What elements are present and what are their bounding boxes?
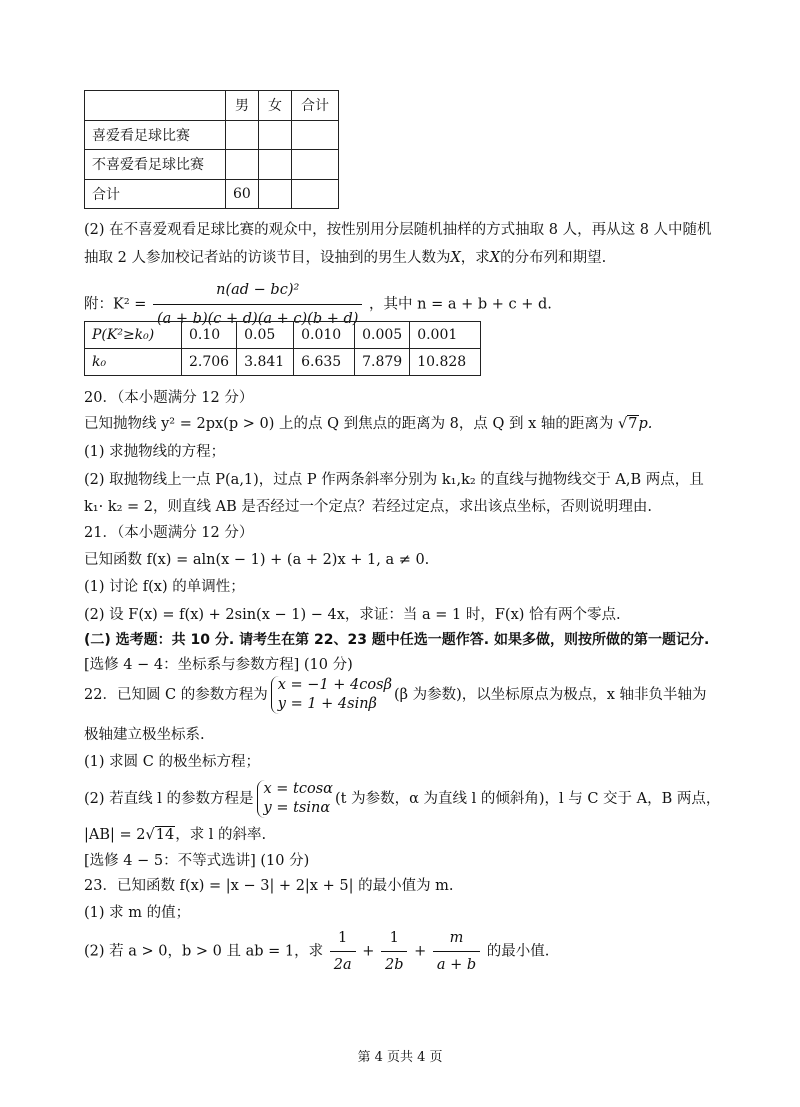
numerator: 1 [389, 930, 399, 946]
text: (β 为参数)，以坐标原点为极点，x 轴非负半轴为 [393, 687, 707, 703]
table-cell [259, 120, 292, 150]
denominator: 2a [330, 951, 356, 976]
table-cell: 2.706 [182, 349, 237, 376]
table-cell: 0.05 [237, 322, 294, 349]
table-cell: 0.005 [355, 322, 410, 349]
q22-part1: (1) 求圆 C 的极坐标方程； [84, 754, 260, 770]
table-cell: 7.879 [355, 349, 410, 376]
table-cell [292, 179, 339, 209]
text: 22．已知圆 C 的参数方程为 [84, 687, 268, 703]
table-cell: k₀ [85, 349, 182, 376]
equation: y = tsinα [263, 800, 331, 816]
equation: y = 1 + 4sinβ [277, 696, 377, 712]
text: (t 为参数，α 为直线 l 的倾斜角)，l 与 C 交于 A，B 两点， [334, 791, 721, 807]
denominator: (a + b)(c + d)(a + c)(b + d) [153, 304, 362, 331]
text: (2) 若 a > 0，b > 0 且 ab = 1，求 [84, 943, 324, 960]
table-cell: 男 [226, 91, 259, 121]
table-cell [292, 150, 339, 180]
q21-title: 21．（本小题满分 12 分） [84, 525, 254, 541]
table-cell: 6.635 [294, 349, 355, 376]
table-cell [259, 150, 292, 180]
elective-section-header: (二) 选考题：共 10 分. 请考生在第 22、23 题中任选一题作答. 如果多做，则按所做的第一题记分. [84, 632, 710, 648]
table-cell: 不喜爱看足球比赛 [85, 150, 226, 180]
q19-part2-line1: (2) 在不喜爱观看足球比赛的观众中，按性别用分层随机抽样的方式抽取 8 人，再从这 8 人中随机 [84, 222, 712, 238]
table-row [85, 91, 339, 121]
q22-part2-cont: |AB| = 2√14，求 l 的斜率. [84, 827, 267, 843]
q23-stem: 23．已知函数 f(x) = |x − 3| + 2|x + 5| 的最小值为 m. [84, 878, 454, 894]
q21-part1: (1) 讨论 f(x) 的单调性； [84, 579, 245, 595]
table-row [85, 120, 339, 150]
equation: x = tcosα [263, 781, 333, 797]
table-row [85, 322, 481, 349]
table-cell: 10.828 [410, 349, 481, 376]
table-row [85, 349, 481, 376]
text: p. [638, 416, 653, 432]
q19-part2-line2 [84, 248, 606, 268]
formula-suffix: ，其中 n = a + b + c + d. [369, 296, 552, 313]
q20-part2-line1: (2) 取抛物线上一点 P(a,1)，过点 P 作两条斜率分别为 k₁,k₂ 的直线与抛物线交于 A,B 两点，且 [84, 472, 704, 488]
q20-stem: 已知抛物线 y² = 2px(p > 0) 上的点 Q 到焦点的距离为 8，点 Q 到 x 轴的距离为 √7p. [84, 416, 653, 432]
table-cell: 0.010 [294, 322, 355, 349]
numerator: 1 [338, 930, 348, 946]
survey-table [84, 90, 339, 209]
parametric-system [271, 676, 392, 714]
elective-4-4-heading: [选修 4 − 4：坐标系与参数方程] (10 分) [84, 657, 353, 673]
q22-part2 [84, 780, 720, 818]
elective-4-5-heading: [选修 4 − 5：不等式选讲] (10 分) [84, 853, 310, 869]
var: X [450, 250, 461, 266]
table-cell: 女 [259, 91, 292, 121]
text: 已知抛物线 y² = 2px(p > 0) 上的点 Q 到焦点的距离为 8，点 Q 到 x 轴的距离为 [84, 416, 619, 432]
q20-part2-line2: k₁· k₂ = 2，则直线 AB 是否经过一个定点？若经过定点，求出该点坐标，否则说明理由. [84, 499, 652, 515]
table-row [85, 150, 339, 180]
q23-part2: (2) 若 a > 0，b > 0 且 ab = 1，求 $\frac{1}{2a}$ + $\frac{1}{2b}$ + $\frac{m}{a + b}$ 的最小值. [84, 927, 549, 976]
table-cell: 喜爱看足球比赛 [85, 120, 226, 150]
table-cell: 3.841 [237, 349, 294, 376]
sqrt-value: 7 [628, 416, 638, 432]
text: (2) 若直线 l 的参数方程是 [84, 791, 254, 807]
numerator: m [449, 930, 464, 946]
table-cell: 60 [226, 179, 259, 209]
formula-prefix: 附：K² = [84, 296, 147, 313]
fraction [381, 927, 408, 976]
q20-part1: (1) 求抛物线的方程； [84, 444, 226, 460]
page-footer: 第 4 页共 4 页 [357, 1050, 443, 1065]
q20-title: 20．（本小题满分 12 分） [84, 390, 254, 406]
table-cell: P(K²≥k₀) [85, 322, 182, 349]
table-cell [292, 120, 339, 150]
table-cell [259, 179, 292, 209]
table-cell [226, 120, 259, 150]
q22-stem-cont: 极轴建立极坐标系. [84, 727, 205, 743]
sqrt-value: 14 [155, 827, 175, 843]
denominator: a + b [433, 951, 480, 976]
fraction [433, 927, 480, 976]
text: 抽取 2 人参加校记者站的访谈节目，设抽到的男生人数为 [84, 250, 451, 266]
text: 的分布列和期望. [500, 250, 607, 266]
table-cell: 0.001 [410, 322, 481, 349]
q21-part2: (2) 设 F(x) = f(x) + 2sin(x − 1) − 4x，求证：当 a = 1 时，F(x) 恰有两个零点. [84, 607, 621, 623]
numerator: n(ad − bc)² [216, 282, 300, 298]
table-cell: 合计 [292, 91, 339, 121]
equation: x = −1 + 4cosβ [277, 677, 392, 693]
var: X [489, 250, 501, 266]
text: ，求 l 的斜率. [175, 827, 267, 843]
text: |AB| = 2 [84, 827, 146, 843]
table-cell [85, 91, 226, 121]
text: ，求 [460, 250, 490, 266]
text: 的最小值. [486, 943, 550, 960]
fraction [330, 927, 356, 976]
q22-stem [84, 676, 707, 714]
q23-part1: (1) 求 m 的值； [84, 905, 191, 921]
table-cell: 合计 [85, 179, 226, 209]
table-cell [226, 150, 259, 180]
critical-value-table [84, 321, 481, 376]
table-row [85, 179, 339, 209]
q21-stem: 已知函数 f(x) = aln(x − 1) + (a + 2)x + 1, a ≠ 0. [84, 552, 430, 568]
denominator: 2b [381, 951, 408, 976]
parametric-system [257, 780, 333, 818]
table-cell: 0.10 [182, 322, 237, 349]
